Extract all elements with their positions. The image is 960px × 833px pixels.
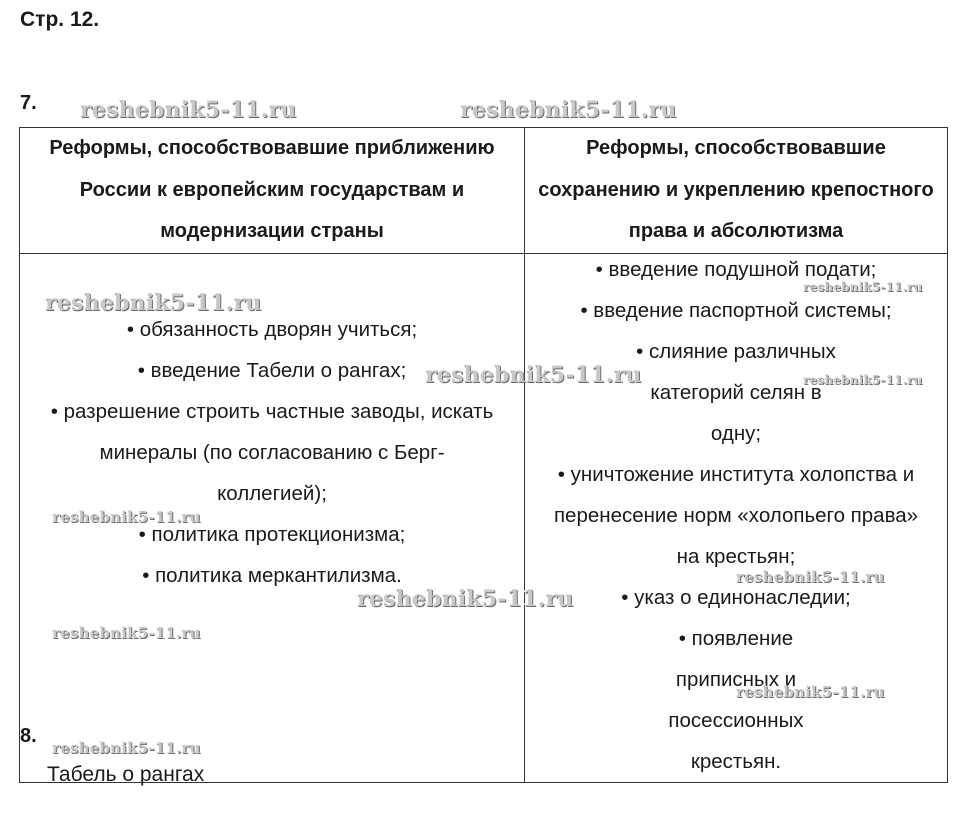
list-item: • уничтожение института холопства и перенесение норм «холопьего права» на крестьян; [553, 462, 919, 568]
header-serfdom-absolutism: Реформы, способствовавшие сохранению и укреплению крепостного права и абсолютизма [525, 128, 948, 254]
watermark: reshebnik5-11.ru [45, 290, 262, 316]
watermark: reshebnik5-11.ru [357, 586, 574, 612]
header-modernization: Реформы, способствовавшие приближению России к европейским государствам и модернизации страны [20, 128, 525, 254]
list-item: • обязанность дворян учиться; [126, 317, 418, 341]
watermark: reshebnik5-11.ru [736, 683, 885, 701]
watermark: reshebnik5-11.ru [425, 362, 642, 388]
watermark: reshebnik5-11.ru [460, 97, 677, 123]
list-item: • появление приписных и посессионных крестьян. [668, 626, 804, 773]
list-item: • политика протекционизма; [138, 522, 406, 546]
watermark: reshebnik5-11.ru [803, 373, 923, 387]
serfdom-reforms-list [525, 249, 947, 782]
page-title: Стр. 12. [20, 8, 100, 31]
list-item: • введение подушной подати; [595, 257, 877, 281]
task-8-number: 8. [20, 725, 37, 747]
watermark: reshebnik5-11.ru [80, 97, 297, 123]
watermark: reshebnik5-11.ru [52, 739, 201, 757]
list-item: • указ о единонаследии; [621, 585, 851, 609]
watermark: reshebnik5-11.ru [736, 568, 885, 586]
watermark: reshebnik5-11.ru [803, 280, 923, 294]
list-item: • политика меркантилизма. [142, 563, 402, 587]
list-item: • введение Табели о рангах; [137, 358, 407, 382]
list-item: • введение паспортной системы; [580, 298, 892, 322]
table-header-row [20, 128, 948, 254]
task-7-number: 7. [20, 92, 37, 114]
list-item: • разрешение строить частные заводы, искать минералы (по согласованию с Берг-коллегией); [50, 399, 494, 505]
watermark: reshebnik5-11.ru [52, 624, 201, 642]
watermark: reshebnik5-11.ru [52, 508, 201, 526]
list-item: • слияние различных категорий селян в одну; [636, 339, 836, 445]
task-8-answer: Табель о рангах [47, 763, 205, 786]
serfdom-reforms-cell [525, 253, 948, 782]
